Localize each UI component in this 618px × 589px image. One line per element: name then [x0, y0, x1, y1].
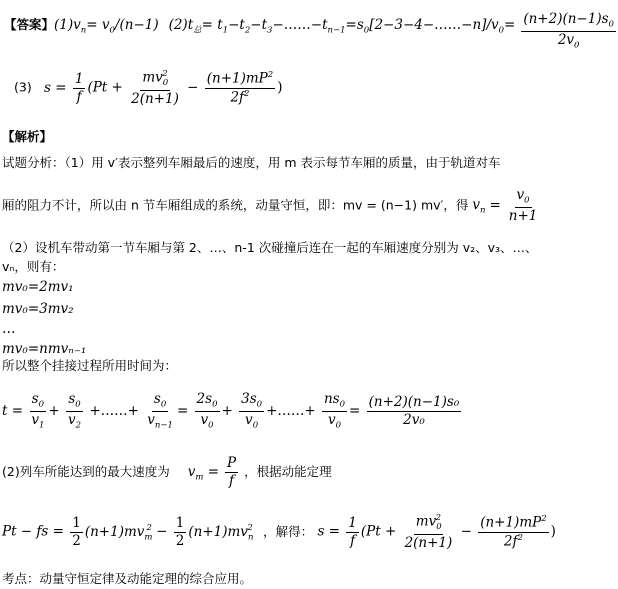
- vn-equals: =: [489, 197, 501, 214]
- time-term: $\frac{s_0}{v_{n-1}}$: [147, 391, 173, 431]
- vn-fraction: $\frac{v_0}{n+1}$: [508, 187, 538, 225]
- answer-fraction: $\frac{(n+2)(n-1)s_0}{2v_0}$: [523, 11, 614, 51]
- answer-part-1: $(1)v_n= v_0/(n-1)$: [54, 17, 159, 36]
- time-term: $\frac{s_0}{v_2}$: [68, 391, 82, 431]
- answer-part-2: $(2)t_总=$ $t_1-t_2-t_3-\dots\dots-t_{n-1}=s_0[2-3-4-\dots\dots-n]/v_0=$: [168, 17, 516, 36]
- footer-note: 考点：动量守恒定律及动能定理的综合应用。: [2, 571, 253, 586]
- energy-theorem-text: ，根据动能定理: [244, 463, 332, 479]
- analysis-line-5: 所以整个挂接过程所用时间为：: [2, 358, 178, 373]
- solve-text: ，解得：: [263, 523, 314, 539]
- answer-frac-1-over-f: $\frac{1}{f}$: [74, 70, 84, 105]
- answer-part-3-label: (3): [14, 79, 32, 95]
- solution-s-eq: s =: [317, 523, 340, 540]
- solution-frac-mp: $\frac{(n+1)mP^2}{2f^2}$: [480, 514, 547, 550]
- vm-fraction: $\frac{P}{f}$: [227, 455, 237, 489]
- momentum-eq-dots: …: [2, 321, 16, 337]
- vn-symbol: $v_n$: [472, 197, 486, 217]
- time-lhs: t =: [2, 403, 24, 420]
- answer-line-3: [14, 70, 282, 106]
- energy-half: $\frac{1}{2}$: [175, 514, 185, 549]
- answer-close-paren: ): [277, 79, 283, 96]
- energy-equation: Pt − fs = $\frac{1}{2}$ $(n+1)mv_m^2$ − $\frac{1}{2}$ $(n+1)mv_n^2$ ，解得： s = $\frac{1}{f}$ (Pt + $\frac{mv_0^2}{2(n+1)}$ − $\frac{(n+1)mP^2}{2f^2}$ ): [2, 513, 556, 551]
- solution-frac-1-over-f: $\frac{1}{f}$: [348, 514, 357, 549]
- answer-frac-mv: $\frac{mv_0^2}{2(n+1)}$: [131, 69, 179, 107]
- analysis-label: 【解析】: [2, 129, 53, 144]
- time-term: $\frac{s_0}{v_1}$: [31, 391, 45, 431]
- answer-s-eq: s =: [44, 79, 67, 96]
- momentum-eq-2: mv₀=3mv₂: [2, 301, 74, 317]
- analysis-line-1: 试题分析：（1）用 v′表示整列车厢最后的速度，用 m 表示每节车厢的质量，由于轨道对车: [2, 155, 501, 170]
- answer-minus: −: [187, 79, 199, 96]
- analysis-line-2-text: 厢的阻力不计，所以由 n 节车厢组成的系统，动量守恒，即：mv = (n−1) mv′，得: [2, 197, 469, 213]
- time-dots: +……+: [89, 403, 139, 420]
- answer-line-1: [4, 6, 618, 51]
- answer-label: 【答案】: [4, 17, 55, 33]
- answer-pt: (Pt +: [87, 79, 123, 96]
- max-speed-line: [2, 456, 332, 489]
- momentum-eq-1: mv₀=2mv₁: [2, 279, 74, 295]
- solution-frac-mv: $\frac{mv_0^2}{2(n+1)}$: [404, 513, 453, 551]
- analysis-line-4: vₙ，则有：: [2, 259, 65, 274]
- vm-symbol: $v_m$ =: [187, 463, 220, 483]
- energy-term-2: (n+1)mv: [188, 523, 248, 540]
- time-term: $\frac{ns_0}{v_0}$: [323, 391, 346, 431]
- time-equation: t = $\frac{s_0}{v_1}$ + $\frac{s_0}{v_2}$ +……+ $\frac{s_0}{v_{n-1}}$ = $\frac{2s_0}{v_0}$ + $\frac{3s_0}{v_0}$ +……+ $\frac{ns_0}{v_0}$ = $\frac{\text{(n+2)(n−1)s₀}}{\text{2v₀}}$: [2, 391, 460, 431]
- max-speed-text: (2)列车所能达到的最大速度为: [2, 463, 170, 479]
- analysis-line-2: [2, 188, 541, 224]
- energy-half: $\frac{1}{2}$: [72, 514, 81, 549]
- answer-frac-mp: $\frac{(n+1)mP^2}{2f^2}$: [206, 70, 274, 106]
- time-term: $\frac{2s_0}{v_0}$: [196, 391, 218, 431]
- energy-lhs: Pt − fs =: [2, 523, 64, 540]
- momentum-eq-n: mv₀=nmvₙ₋₁: [2, 341, 87, 357]
- energy-term-1: (n+1)mv: [84, 523, 145, 540]
- analysis-line-3: （2）设机车带动第一节车厢与第 2、…、n-1 次碰撞后连在一起的车厢速度分别为 v₂、v₃、…、: [2, 240, 538, 255]
- time-result: $\frac{\text{(n+2)(n−1)s₀}}{\text{2v₀}}$: [368, 394, 460, 429]
- time-term: $\frac{3s_0}{v_0}$: [241, 391, 263, 431]
